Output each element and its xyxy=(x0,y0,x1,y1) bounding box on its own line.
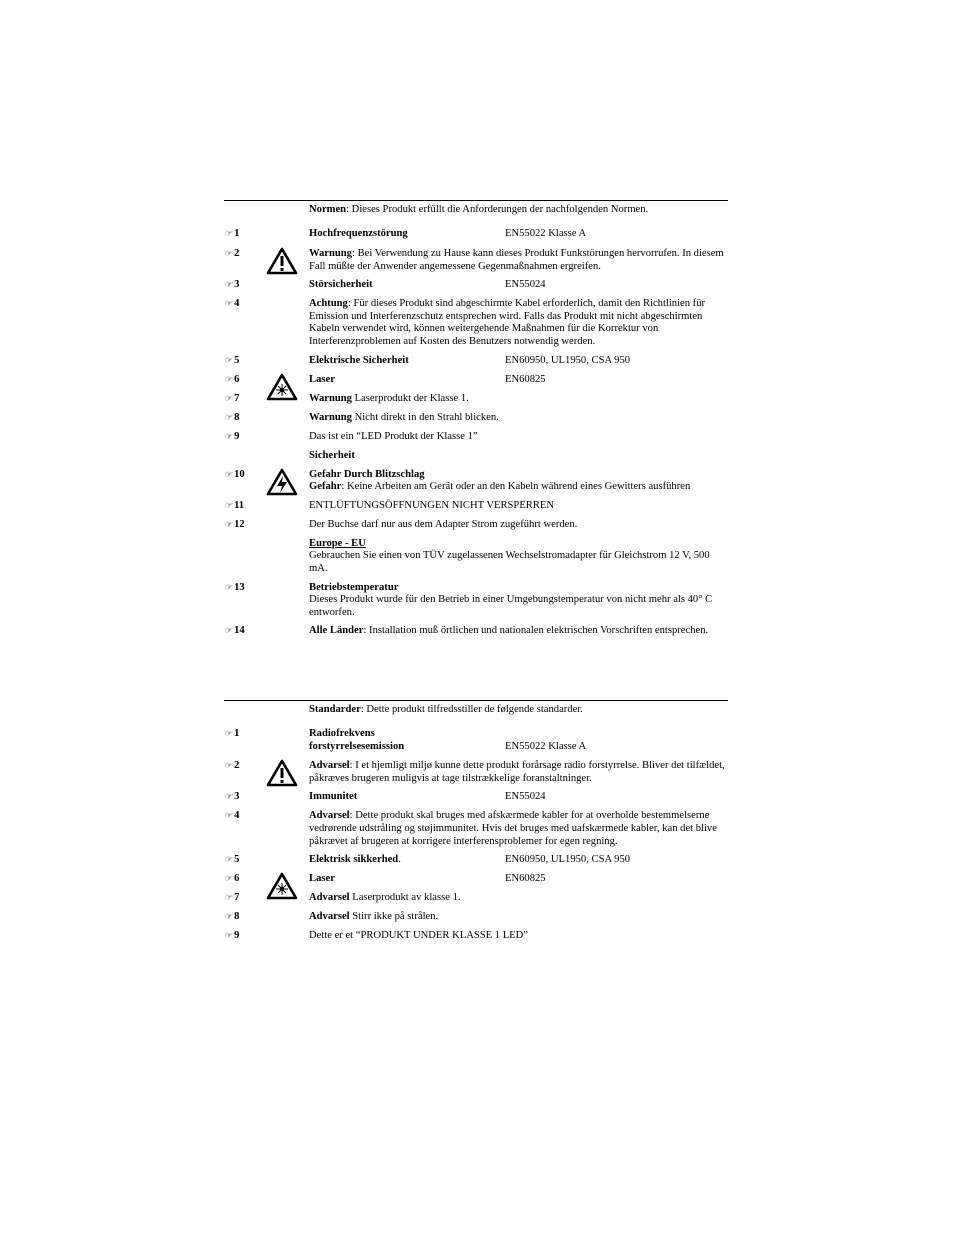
list-item xyxy=(224,431,728,444)
item-number: ☞ 9 xyxy=(224,930,240,942)
pointing-hand-icon: ☞ xyxy=(224,392,232,403)
list-item xyxy=(224,728,728,753)
item-text: Stirr ikke på strålen. xyxy=(349,911,439,923)
item-number: ☞ 5 xyxy=(224,854,240,866)
list-item xyxy=(224,791,728,804)
list-item xyxy=(224,412,728,425)
item-label: Immunitet xyxy=(309,791,358,803)
item-text: Das ist ein “LED Produkt der Klasse 1” xyxy=(309,430,478,442)
danish-standards-section xyxy=(224,700,728,943)
pointing-hand-icon: ☞ xyxy=(224,468,232,479)
item-text: Laserprodukt der Klasse 1. xyxy=(351,392,469,404)
item-text: : Bei Verwendung zu Hause kann dieses Produkt Funkstörungen hervorrufen. In diesem Fall müßte der Anwender angemessene Gegenmaßnahmen ergreifen. xyxy=(309,248,724,272)
list-item xyxy=(224,450,728,463)
list-item xyxy=(224,930,728,943)
intro-line xyxy=(224,704,728,717)
list-item xyxy=(224,355,728,368)
warning-triangle-icon xyxy=(266,759,298,787)
pointing-hand-icon: ☞ xyxy=(224,279,232,290)
standard-value: EN60950, UL1950, CSA 950 xyxy=(505,354,631,366)
pointing-hand-icon: ☞ xyxy=(224,854,232,865)
item-number: ☞ 9 xyxy=(224,430,240,442)
list-item xyxy=(224,248,728,273)
item-number: ☞ 2 xyxy=(224,760,240,772)
list-item xyxy=(224,760,728,785)
item-number: ☞ 5 xyxy=(224,354,240,366)
item-number: ☞ 1 xyxy=(224,228,240,239)
standard-value: EN55024 xyxy=(505,279,546,291)
pointing-hand-icon: ☞ xyxy=(224,354,232,365)
pointing-hand-icon: ☞ xyxy=(224,930,232,941)
item-number: ☞ 8 xyxy=(224,411,240,423)
item-number: ☞ 7 xyxy=(224,392,240,404)
intro-text: : Dette produkt tilfredsstiller de følgende standarder. xyxy=(360,704,583,715)
item-label: Advarsel xyxy=(309,892,350,904)
item-number: ☞ 7 xyxy=(224,892,240,904)
item-label: Advarsel xyxy=(309,911,350,923)
item-text: : Für dieses Produkt sind abgeschirmte Kabel erforderlich, damit den Richtlinien für Emission und Interferenzschutz entsprechen wird. Falls das Produkt mit nicht abgeschirmten Kabeln verwendet wird, können weitergehende Maßnahmen für die Korrektur von Interferenzproblemen auf Kosten des Benutzers notwendig werden. xyxy=(309,298,706,347)
pointing-hand-icon: ☞ xyxy=(224,298,232,309)
item-number: ☞ 4 xyxy=(224,810,240,822)
item-label: Hochfrequenzstörung xyxy=(309,228,408,239)
list-item xyxy=(224,298,728,348)
pointing-hand-icon: ☞ xyxy=(224,625,232,636)
item-number: ☞ 1 xyxy=(224,728,240,739)
item-text: : I et hjemligt miljø kunne dette produkt forårsage radio forstyrrelse. Bliver det tilfældet, påkræves brugeren muligvis at tage tilstrækkelige foranstaltninger. xyxy=(309,760,725,784)
item-label: Warnung xyxy=(309,411,352,423)
pointing-hand-icon: ☞ xyxy=(224,911,232,922)
item-text: Laserprodukt av klasse 1. xyxy=(349,892,461,904)
item-number: ☞ 2 xyxy=(224,248,240,259)
list-item xyxy=(224,374,728,387)
item-text: Dette er et “PRODUKT UNDER KLASSE 1 LED” xyxy=(309,930,529,942)
intro-line xyxy=(224,204,728,217)
pointing-hand-icon: ☞ xyxy=(224,892,232,903)
item-label-line2: forstyrrelsesemission xyxy=(309,740,405,752)
item-number: ☞ 4 xyxy=(224,298,240,310)
section-divider xyxy=(224,700,728,701)
list-item xyxy=(224,469,728,494)
pointing-hand-icon: ☞ xyxy=(224,430,232,441)
intro-label: Normen xyxy=(309,204,347,215)
list-item xyxy=(224,393,728,406)
list-item xyxy=(224,519,728,532)
item-number: ☞ 14 xyxy=(224,625,245,637)
item-number: ☞ 3 xyxy=(224,791,240,803)
list-item xyxy=(224,582,728,620)
standard-value: EN55024 xyxy=(505,791,546,803)
section-heading: Sicherheit xyxy=(309,449,355,461)
item-label: Gefahr Durch Blitzschlag xyxy=(309,468,425,480)
item-label: Warnung xyxy=(309,392,352,404)
pointing-hand-icon: ☞ xyxy=(224,499,232,510)
list-item xyxy=(224,873,728,886)
item-text: Gebrauchen Sie einen von TÜV zugelassenen Wechselstromadapter für Gleichstrom 12 V, 500 mA. xyxy=(309,550,710,574)
item-label: Elektrisk sikkerhed xyxy=(309,854,399,866)
item-number: ☞ 8 xyxy=(224,911,240,923)
standard-value: EN60825 xyxy=(505,373,546,385)
pointing-hand-icon: ☞ xyxy=(224,873,232,884)
item-label: Europe - EU xyxy=(309,537,366,549)
item-text: Nicht direkt in den Strahl blicken. xyxy=(351,411,499,423)
intro-label: Standarder xyxy=(309,704,361,715)
item-number: ☞ 12 xyxy=(224,518,245,530)
item-number: ☞ 6 xyxy=(224,873,240,885)
item-label: Warnung xyxy=(309,248,352,259)
item-label: Radiofrekvens xyxy=(309,728,375,739)
list-item xyxy=(224,279,728,292)
item-sublabel: Gefahr xyxy=(309,481,342,493)
item-number: ☞ 3 xyxy=(224,279,240,291)
item-label: Laser xyxy=(309,373,335,385)
pointing-hand-icon: ☞ xyxy=(224,760,232,771)
standard-value: EN60825 xyxy=(505,873,546,885)
pointing-hand-icon: ☞ xyxy=(224,810,232,821)
item-label: Störsicherheit xyxy=(309,279,373,291)
pointing-hand-icon: ☞ xyxy=(224,411,232,422)
item-text: ENTLÜFTUNGSÖFFNUNGEN NICHT VERSPERREN xyxy=(309,499,555,511)
item-label: Advarsel xyxy=(309,760,350,772)
item-label: Laser xyxy=(309,873,335,885)
item-label: Achtung xyxy=(309,298,348,310)
list-item xyxy=(224,500,728,513)
list-item xyxy=(224,911,728,924)
item-number: ☞ 13 xyxy=(224,581,245,593)
pointing-hand-icon: ☞ xyxy=(224,228,232,238)
item-label: Advarsel xyxy=(309,810,350,822)
item-number: ☞ 11 xyxy=(224,499,245,511)
standard-value: EN55022 Klasse A xyxy=(505,228,587,239)
item-text: Dieses Produkt wurde für den Betrieb in einer Umgebungstemperatur von nicht mehr als 40° C entworfen. xyxy=(309,594,713,618)
intro-text: : Dieses Produkt erfüllt die Anforderungen der nachfolgenden Normen. xyxy=(346,204,649,215)
list-item xyxy=(224,538,728,576)
list-item xyxy=(224,810,728,848)
item-text: : Dette produkt skal bruges med afskærmede kabler for at overholde bestemmelserne vedrørende udstråling og støjimmunitet. Hvis det bruges med uafskærmede kabler, kan det blive påkrævet af brugeren at korrigere interferensproblemer for egen regning. xyxy=(309,810,717,847)
pointing-hand-icon: ☞ xyxy=(224,581,232,592)
list-item xyxy=(224,892,728,905)
list-item xyxy=(224,854,728,867)
item-text: . xyxy=(398,854,401,866)
pointing-hand-icon: ☞ xyxy=(224,791,232,802)
standard-value: EN55022 Klasse A xyxy=(505,741,587,752)
german-standards-section xyxy=(224,200,728,638)
pointing-hand-icon: ☞ xyxy=(224,518,232,529)
item-text: : Installation muß örtlichen und nationalen elektrischen Vorschriften entsprechen. xyxy=(363,625,709,637)
item-number: ☞ 10 xyxy=(224,468,245,480)
pointing-hand-icon: ☞ xyxy=(224,728,232,738)
item-label: Elektrische Sicherheit xyxy=(309,354,409,366)
section-divider xyxy=(224,200,728,201)
list-item xyxy=(224,228,728,241)
item-number: ☞ 6 xyxy=(224,373,240,385)
item-text: Der Buchse darf nur aus dem Adapter Strom zugeführt werden. xyxy=(309,518,578,530)
standard-value: EN60950, UL1950, CSA 950 xyxy=(505,854,631,866)
item-label: Alle Länder xyxy=(309,625,364,637)
electric-shock-icon xyxy=(266,468,298,496)
list-item xyxy=(224,625,728,638)
warning-triangle-icon xyxy=(266,247,298,275)
item-label: Betriebstemperatur xyxy=(309,581,399,593)
pointing-hand-icon: ☞ xyxy=(224,373,232,384)
item-text: : Keine Arbeiten am Gerät oder an den Kabeln während eines Gewitters ausführen xyxy=(341,481,691,493)
pointing-hand-icon: ☞ xyxy=(224,248,232,258)
